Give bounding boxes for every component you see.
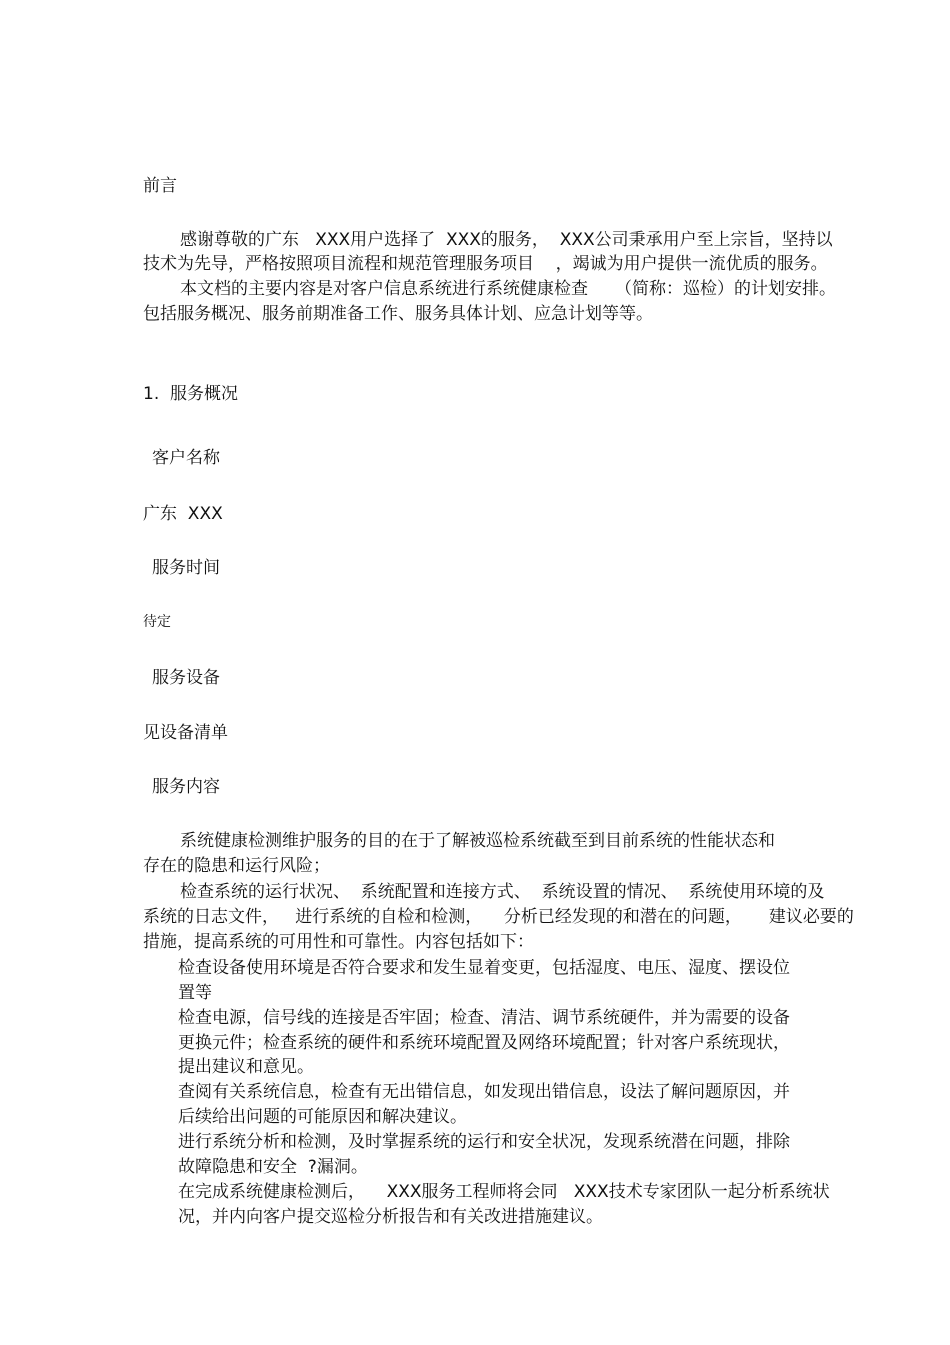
content-paragraph-2-line-3: 措施，提高系统的可用性和可靠性。内容包括如下： xyxy=(143,932,534,952)
field-label-service-time: 服务时间 xyxy=(152,558,220,578)
content-paragraph-1-line-1: 系统健康检测维护服务的目的在于了解被巡检系统截至到目前系统的性能状态和 xyxy=(180,831,775,851)
list-item-3-line-1: 查阅有关系统信息，检查有无出错信息，如发现出错信息，设法了解问题原因，并 xyxy=(178,1082,790,1102)
list-item-5-line-1: 在完成系统健康检测后， XXX服务工程师将会同 XXX技术专家团队一起分析系统状 xyxy=(178,1182,830,1202)
field-value-service-time: 待定 xyxy=(143,614,171,630)
content-paragraph-2-line-2: 系统的日志文件， 进行系统的自检和检测， 分析已经发现的和潜在的问题， 建议必要的 xyxy=(143,907,854,927)
section-1-heading: 1. 服务概况 xyxy=(143,384,239,404)
content-paragraph-1-line-2: 存在的隐患和运行风险； xyxy=(143,856,330,876)
field-label-service-content: 服务内容 xyxy=(152,777,220,797)
preface-paragraph-1-line-1: 感谢尊敬的广东 XXX用户选择了 XXX的服务， XXX公司秉承用户至上宗旨，坚持以 xyxy=(180,230,833,250)
content-paragraph-2-line-1: 检查系统的运行状况、 系统配置和连接方式、 系统设置的情况、 系统使用环境的及 xyxy=(180,882,825,902)
preface-paragraph-2-line-2: 包括服务概况、服务前期准备工作、服务具体计划、应急计划等等。 xyxy=(143,304,653,324)
list-item-3-line-2: 后续给出问题的可能原因和解决建议。 xyxy=(178,1107,467,1127)
field-label-service-equipment: 服务设备 xyxy=(152,668,220,688)
list-item-5-line-2: 况，并内向客户提交巡检分析报告和有关改进措施建议。 xyxy=(178,1207,603,1227)
preface-heading: 前言 xyxy=(143,176,177,196)
list-item-2-line-3: 提出建议和意见。 xyxy=(178,1057,314,1077)
list-item-1-line-2: 置等 xyxy=(178,983,212,1003)
list-item-4-line-2: 故障隐患和安全 ?漏洞。 xyxy=(178,1157,368,1177)
preface-paragraph-2-line-1: 本文档的主要内容是对客户信息系统进行系统健康检查 （简称：巡检）的计划安排。 xyxy=(180,279,837,299)
list-item-4-line-1: 进行系统分析和检测，及时掌握系统的运行和安全状况，发现系统潜在问题，排除 xyxy=(178,1132,790,1152)
preface-paragraph-1-line-2: 技术为先导，严格按照项目流程和规范管理服务项目 ，竭诚为用户提供一流优质的服务。 xyxy=(143,254,828,274)
list-item-2-line-1: 检查电源，信号线的连接是否牢固；检查、清洁、调节系统硬件，并为需要的设备 xyxy=(178,1008,790,1028)
field-value-service-equipment: 见设备清单 xyxy=(143,723,228,743)
field-value-customer-name: 广东 XXX xyxy=(143,504,223,524)
list-item-1-line-1: 检查设备使用环境是否符合要求和发生显着变更，包括湿度、电压、湿度、摆设位 xyxy=(178,958,790,978)
list-item-2-line-2: 更换元件；检查系统的硬件和系统环境配置及网络环境配置；针对客户系统现状， xyxy=(178,1033,790,1053)
field-label-customer-name: 客户名称 xyxy=(152,448,220,468)
